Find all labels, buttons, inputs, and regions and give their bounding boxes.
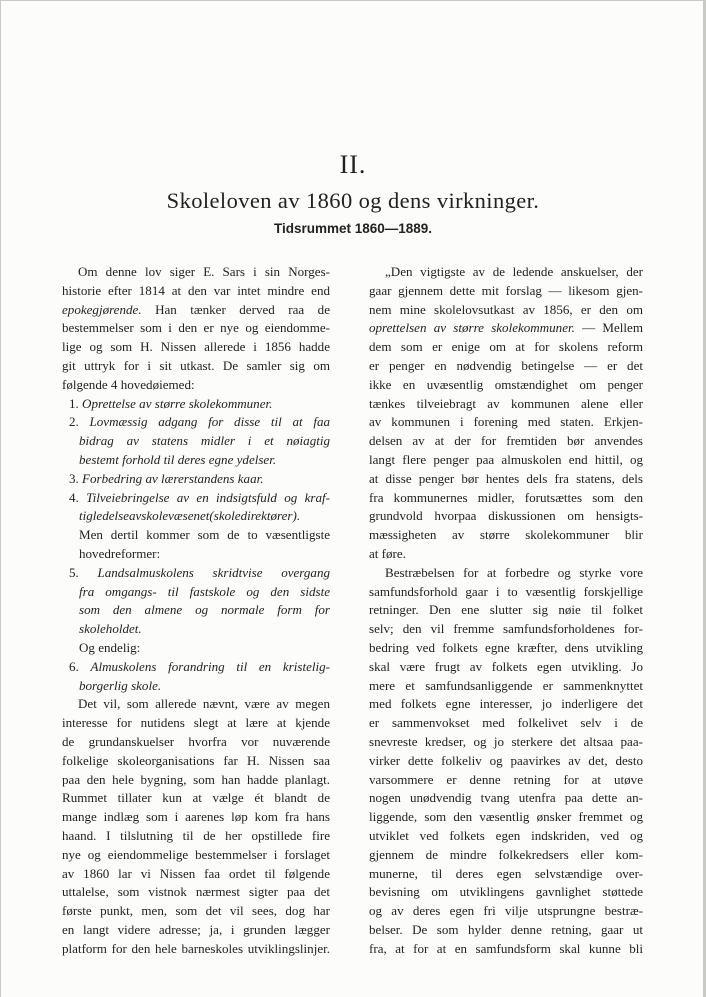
text-line: belser. De som hylder denne retning, gaar ut <box>369 921 643 937</box>
text-line: gjennem de mindre folkekredsers eller kom- <box>369 846 643 862</box>
text-line: retninger. Den ene slutter sig nøie til folket <box>369 602 643 618</box>
text-line: fra omgangs- til fastskole og den sidste <box>79 583 330 599</box>
text-line: mæssigheten av større skolekommuner blir <box>369 527 643 543</box>
text-line: bidrag av statens midler i et nøiagtig <box>79 433 330 449</box>
text-line: følgende 4 hovedøiemed: <box>62 376 195 392</box>
text-line: epokegjørende. Han tænker derved raa de <box>62 301 330 317</box>
text-line: nem mine skolelovsutkast av 1856, er den om <box>369 301 643 317</box>
text-line: mange indlæg som i aarenes løp kom fra hans <box>62 809 330 825</box>
text-line: er sammenvokset med folkelivet selv i de <box>369 715 643 731</box>
text-line: 6. Almuskolens forandring til en kristelig- <box>69 658 330 674</box>
left-text-column <box>62 263 330 958</box>
chapter-subtitle: Tidsrummet 1860—1889. <box>273 221 433 236</box>
text-line: delsen av at der for fremtiden bør anvendes <box>369 433 643 449</box>
text-line: uttalelse, som vistnok nærmest sigter paa det <box>62 884 330 900</box>
text-line: er penger en nødvendig betingelse — er det <box>369 357 643 373</box>
text-line: 4. Tilveiebringelse av en indsigtsfuld og kraf- <box>69 489 330 505</box>
text-line: interesse for nutidens slegt at lære at kjende <box>62 715 330 731</box>
text-line: oprettelsen av større skolekommuner. — Mellem <box>369 320 643 336</box>
text-line: 5. Landsalmuskolens skridtvise overgang <box>69 564 330 580</box>
text-line: med folkets egne interesser, jo inderligere det <box>369 696 643 712</box>
text-line: virker dette folkeliv og paavirkes av det, desto <box>369 752 643 768</box>
text-line: bevisning om utviklingens gavnlighet støttede <box>369 884 643 900</box>
text-line: haand. I tilslutning til de her opstillede fire <box>62 827 330 843</box>
text-line: av kommunen i forening med staten. Erkjen- <box>369 414 643 430</box>
text-line: nye og eiendommelige bestemmelser i forslaget <box>62 846 330 862</box>
text-line: at disse penger bør hentes dels fra statens, dels <box>369 470 643 486</box>
text-line: borgerlig skole. <box>79 677 162 693</box>
text-line: tænkes tilveiebragt av kommunen alene eller <box>369 395 643 411</box>
text-line: at føre. <box>369 545 406 561</box>
text-line: langt flere penger paa almuskolen end hittil, og <box>369 451 643 467</box>
text-line: de grundanskuelser hvorfra vor nuværende <box>62 733 330 749</box>
text-line: historie efter 1814 at den var intet mindre end <box>62 282 330 298</box>
text-line: Om denne lov siger E. Sars i sin Norges- <box>78 264 330 279</box>
text-line: munerne, til deres egen selvstændige over- <box>369 865 643 881</box>
text-line: første punkt, men, som det vil sees, dog har <box>62 903 330 919</box>
text-line: Og endelig: <box>79 639 141 655</box>
text-line: selv; den vil fremme samfundsforholdenes for- <box>369 621 643 637</box>
text-line: Men dertil kommer som de to væsentligste <box>79 527 330 543</box>
text-line: fra kommunernes midler, forutsættes som den <box>369 489 643 505</box>
text-line: av 1860 lar vi Nissen faa ordet til følgende <box>62 865 330 881</box>
page-edge-top <box>0 0 706 1</box>
text-line: gaar gjennem dette mit forslag — likesom gjen- <box>369 282 643 298</box>
text-line: skal være frugt av folkets egen utvikling. Jo <box>369 658 643 674</box>
text-line: git uttryk for i sit utkast. De samler sig om <box>62 357 330 373</box>
text-line: 3. Forbedring av lærerstandens kaar. <box>69 470 264 486</box>
text-line: hovedreformer: <box>79 545 161 561</box>
chapter-number: II. <box>339 150 367 179</box>
text-line: Det vil, som allerede nævnt, være av megen <box>78 696 330 712</box>
text-line: fra, at for at en samfundsform skal kunne bli <box>369 940 643 956</box>
right-text-column <box>369 263 643 958</box>
text-line: bestemt forhold til deres egne ydelser. <box>79 451 277 467</box>
text-line: varsommere er denne retning for at utøve <box>369 771 643 787</box>
text-line: lige og som H. Nissen allerede i 1856 hadde <box>62 339 330 355</box>
text-line: snevreste kredser, og jo sterkere det altsaa paa- <box>369 733 643 749</box>
text-line: liggende, som den væsentlig ønsker fremmet og <box>369 809 643 825</box>
text-line: en langt videre adresse; ja, i grunden lægger <box>62 921 330 937</box>
text-line: samfundsforhold gaar i to væsentlig forskjellige <box>369 583 643 599</box>
text-line: nogen unødvendig tvang utenfra paa dette an- <box>369 790 643 806</box>
text-line: grundvold hvorpaa diskussionen om hensigts- <box>369 508 643 524</box>
text-line: 2. Lovmæssig adgang for disse til at faa <box>69 414 330 430</box>
text-line: mere et samfundsanliggende er sammenknyttet <box>369 677 643 693</box>
text-line: 1. Oprettelse av større skolekommuner. <box>69 395 273 411</box>
text-line: som den almene og normale form for <box>79 602 330 618</box>
text-line: Rummet tillater kun at vælge ét blandt de <box>62 790 330 806</box>
text-line: skoleholdet. <box>79 621 142 637</box>
text-line: ikke en uvæsentlig omstændighet om penger <box>369 376 643 392</box>
text-line: „Den vigtigste av de ledende anskuelser, der <box>385 264 643 279</box>
text-line: folkelige skoleorganisations far H. Nissen saa <box>62 752 330 768</box>
text-line: platform for den hele barneskoles utviklingslinjer. <box>62 940 330 956</box>
text-line: dem som er enige om at for skolens reform <box>369 339 643 355</box>
chapter-title: Skoleloven av 1860 og dens virkninger. <box>166 188 540 213</box>
text-line: tigledelseavskolevæsenet(skoledirektører). <box>79 508 301 524</box>
text-line: bedring ved folkets egne kræfter, dens utvikling <box>369 639 643 655</box>
text-line: utviklet ved folkets egen indskriden, ved og <box>369 827 643 843</box>
text-line: Bestræbelsen for at forbedre og styrke vore <box>385 564 643 580</box>
text-line: paa den hele bygning, som han hadde planlagt. <box>62 771 330 787</box>
text-line: og av deres egen fri vilje utsprungne bestræ- <box>369 903 643 919</box>
text-line: bestemmelser som i den er nye og eiendomme- <box>62 320 330 336</box>
